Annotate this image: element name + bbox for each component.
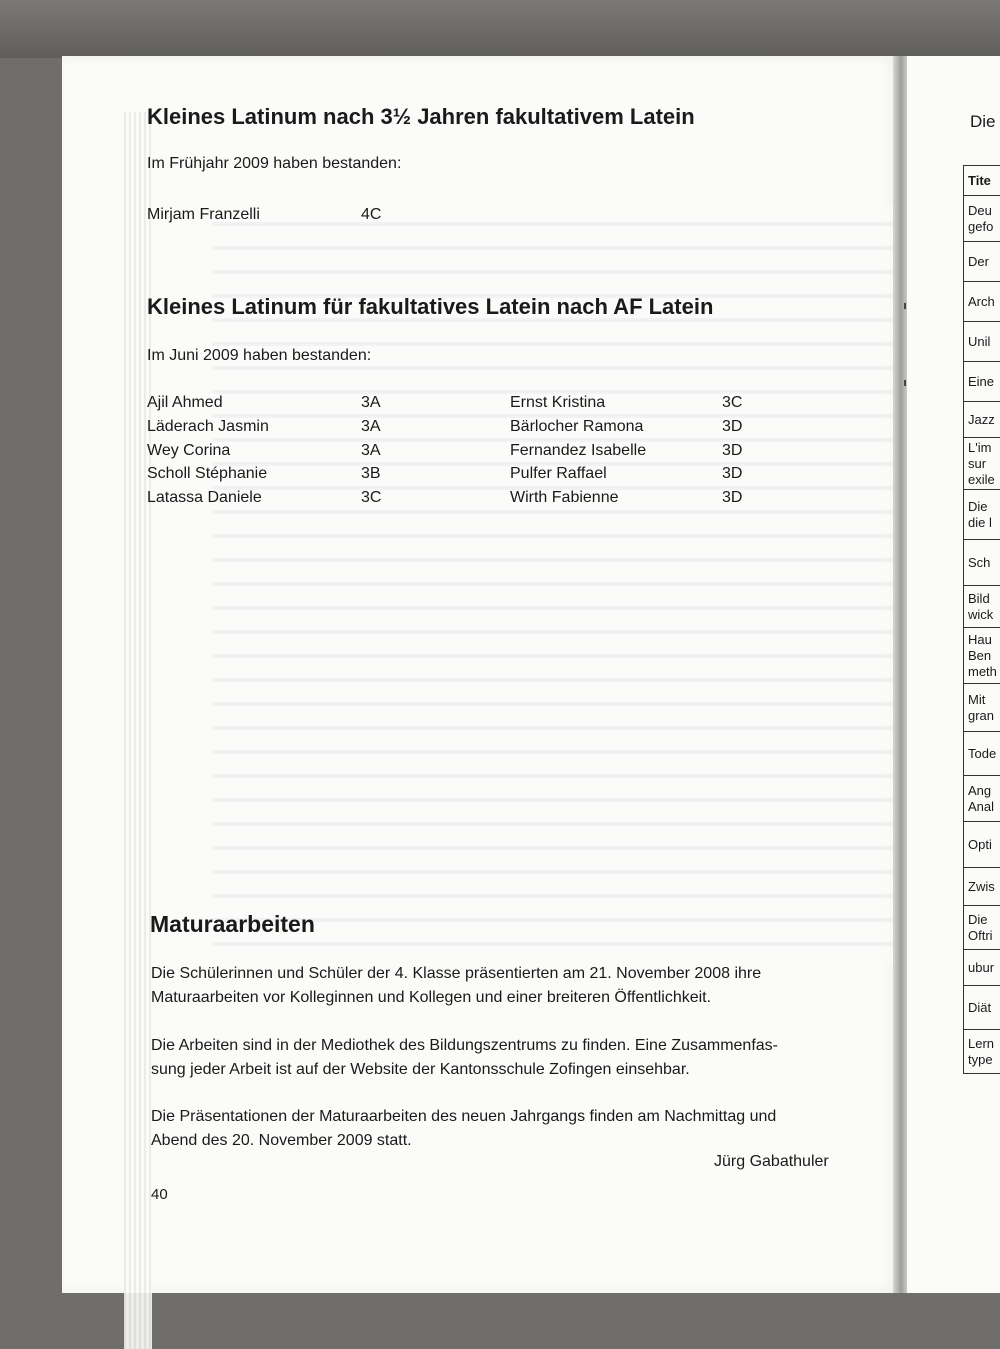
table-row (964, 732, 1000, 776)
paragraph-next-year (151, 1105, 851, 1153)
table-cell-text: ubur (968, 959, 995, 975)
table-cell-text: type (968, 1051, 993, 1067)
table-row (964, 196, 1000, 242)
table-cell-text: Tite (968, 172, 991, 188)
paragraph-line: Die Schülerinnen und Schüler der 4. Klasse präsentierten am 21. November 2008 ihre (151, 965, 762, 982)
table-cell-text: Jazz (968, 411, 995, 427)
table-cell-text: L'im (968, 439, 992, 455)
table-row (964, 868, 1000, 906)
table-row (964, 684, 1000, 732)
table-cell-text: Der (968, 253, 989, 269)
table-row (964, 586, 1000, 628)
table-cell-text: Arch (968, 293, 995, 309)
table-cell-text: Lern (968, 1035, 995, 1051)
right-page (907, 56, 1000, 1293)
table-cell-text: Mit (968, 691, 986, 707)
table-row (964, 438, 1000, 490)
table-cell-text: Anal (968, 798, 995, 814)
student-class: 3A (361, 418, 381, 435)
student-name: Läderach Jasmin (147, 418, 269, 435)
table-cell-text: Ang (968, 782, 992, 798)
paragraph-line: Maturaarbeiten vor Kolleginnen und Kollegen und einer breiteren Öffentlichkeit. (151, 989, 712, 1006)
table-row (964, 776, 1000, 822)
table-cell-text: Deu (968, 202, 992, 218)
heading-kleines-latinum-af-latein: Kleines Latinum für fakultatives Latein nach AF Latein (147, 294, 714, 319)
table-row (964, 906, 1000, 950)
table-cell-text: Unil (968, 333, 991, 349)
table-cell-text: Zwis (968, 878, 995, 894)
intro-spring-2009: Im Frühjahr 2009 haben bestanden: (147, 155, 402, 172)
paragraph-line: Die Präsentationen der Maturaarbeiten des neuen Jahrgangs finden am Nachmittag und (151, 1108, 777, 1125)
table-row (964, 986, 1000, 1030)
paragraph-mediothek (151, 1034, 851, 1082)
table-row (964, 822, 1000, 868)
student-name: Mirjam Franzelli (147, 206, 260, 223)
paragraph-line: sung jeder Arbeit ist auf der Website der Kantonsschule Zofingen einsehbar. (151, 1061, 690, 1078)
student-class: 3D (722, 489, 743, 506)
student-name: Ajil Ahmed (147, 394, 223, 411)
table-row (964, 322, 1000, 362)
intro-june-2009: Im Juni 2009 haben bestanden: (147, 347, 372, 364)
table-row (964, 242, 1000, 282)
right-page-table (963, 165, 1000, 1074)
table-cell-text: Oftri (968, 927, 993, 943)
table-cell-text: exile (968, 471, 995, 487)
student-name: Wirth Fabienne (510, 489, 619, 506)
student-class: 3D (722, 442, 743, 459)
student-name: Bärlocher Ramona (510, 418, 644, 435)
student-class: 3D (722, 418, 743, 435)
student-class: 3B (361, 465, 381, 482)
student-name: Wey Corina (147, 442, 231, 459)
right-page-title-fragment: Die (970, 112, 996, 131)
table-cell-text: gefo (968, 218, 994, 234)
table-cell-text: sur (968, 455, 987, 471)
heading-maturaarbeiten: Maturaarbeiten (150, 911, 315, 937)
page-number: 40 (151, 1186, 168, 1203)
table-cell-text: Tode (968, 745, 997, 761)
table-row (964, 950, 1000, 986)
gutter-mark (904, 380, 906, 386)
table-cell-text: Eine (968, 373, 995, 389)
table-cell-text: meth (968, 663, 997, 679)
gutter-mark (904, 303, 906, 309)
student-class: 4C (361, 206, 382, 223)
table-row (964, 362, 1000, 402)
table-row (964, 1030, 1000, 1074)
student-class: 3D (722, 465, 743, 482)
heading-kleines-latinum-3-5: Kleines Latinum nach 3½ Jahren fakultativem Latein (147, 104, 695, 129)
bleed-through-text (212, 206, 902, 966)
scanner-background (0, 0, 1000, 58)
table-cell-text: Ben (968, 647, 992, 663)
table-cell-text: wick (968, 606, 994, 622)
table-row (964, 402, 1000, 438)
student-name: Scholl Stéphanie (147, 465, 268, 482)
student-name: Latassa Daniele (147, 489, 262, 506)
table-cell-text: Hau (968, 631, 992, 647)
table-row (964, 166, 1000, 196)
student-class: 3C (722, 394, 743, 411)
table-cell-text: Sch (968, 554, 991, 570)
table-row (964, 282, 1000, 322)
student-class: 3A (361, 394, 381, 411)
student-class: 3C (361, 489, 382, 506)
table-cell-text: die l (968, 514, 992, 530)
student-class: 3A (361, 442, 381, 459)
student-name: Pulfer Raffael (510, 465, 607, 482)
table-cell-text: Bild (968, 590, 990, 606)
paragraph-presentation (151, 962, 851, 1010)
table-cell-text: Die (968, 911, 988, 927)
table-cell-text: Diät (968, 999, 992, 1015)
author-signature: Jürg Gabathuler (714, 1153, 829, 1170)
table-cell-text: gran (968, 707, 995, 723)
table-cell-text: Die (968, 498, 988, 514)
table-cell-text: Opti (968, 836, 992, 852)
table-row (964, 540, 1000, 586)
table-row (964, 628, 1000, 684)
student-name: Ernst Kristina (510, 394, 606, 411)
paragraph-line: Die Arbeiten sind in der Mediothek des Bildungszentrums zu finden. Eine Zusammenfas- (151, 1037, 778, 1054)
student-name: Fernandez Isabelle (510, 442, 647, 459)
paragraph-line: Abend des 20. November 2009 statt. (151, 1132, 412, 1149)
table-row (964, 490, 1000, 540)
